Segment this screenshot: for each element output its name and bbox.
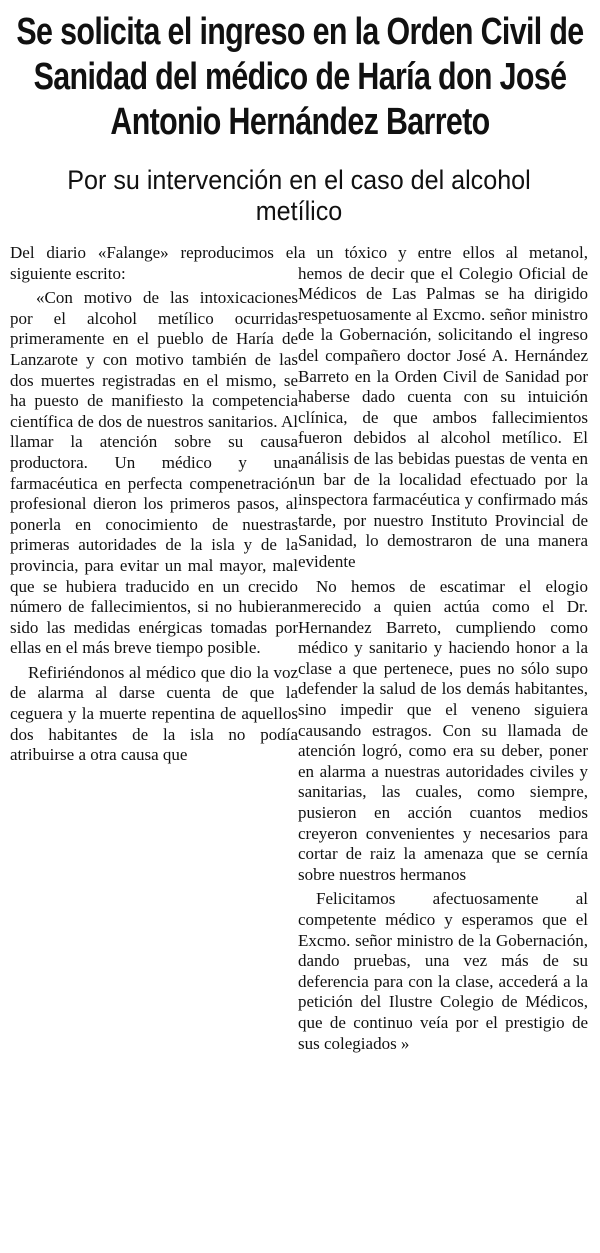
body-paragraph: Refiriéndonos al médico que dio la voz de alarma al darse cuenta de que la ceguera y la muerte repentina de aquellos dos habitantes de la isla no podía atribuirse a otra causa que — [10, 662, 298, 765]
body-paragraph: Felicitamos afectuosamente al competente médico y esperamos que el Excmo. señor ministro de la Gobernación, dando pruebas, una vez más de su deferencia para con la clase, accederá a la petición del Ilustre Colegio de Médicos, que de continuo veía por el prestigio de sus colegiados » — [298, 889, 588, 1053]
article-body — [10, 243, 588, 1054]
left-column — [10, 243, 298, 1054]
article-headline: Se solicita el ingreso en la Orden Civil de Sanidad del médico de Haría don José Antonio Hernández Barreto — [16, 11, 584, 143]
body-paragraph: «Con motivo de las intoxicaciones por el alcohol metílico ocurridas primeramente en el pueblo de Haría de Lanzarote y con motivo también de las dos muertes registradas en el mismo, se ha puesto de manifiesto la competencia científica de dos de nuestros sanitarios. Al llamar la atención sobre su causa productora. Un médico y una farmacéutica en perfecta compenetración profesional dieron los primeros pasos, al ponerla en conocimiento de nuestras primeras autoridades de la isla y de la provincia, para evitar un mal mayor, mal que se hubiera traducido en un crecido número de fallecimientos, si no hubieran sido las medidas enérgicas tomadas por ellas en el más breve tiempo posible. — [10, 288, 298, 658]
right-column — [298, 243, 588, 1054]
body-paragraph-continued: a un tóxico y entre ellos al metanol, hemos de decir que el Colegio Oficial de Médicos de Las Palmas se ha dirigido respetuosamente al Excmo. señor ministro de la Gobernación, solicitando el ingreso del compañero doctor José A. Hernández Barreto en la Orden Civil de Sanidad por haberse dado cuenta con su intuición clínica, de que ambos fallecimientos fueron debidos al alcohol metílico. El análisis de las bebidas puestas de venta en un bar de la localidad efectuado por la inspectora farmacéutica y confirmado más tarde, por nuestro Instituto Provincial de Sanidad, lo demostraron de una manera evidente — [298, 243, 588, 571]
body-paragraph: No hemos de escatimar el elogio merecido a quien actúa como el Dr. Hernandez Barreto, cumpliendo como médico y sanitario y haciendo honor a la clase a que pertenece, pues no sólo supo defender la salud de los demás habitantes, sino impedir que el veneno siguiera causando estragos. Con su llamada de atención logró, como era su deber, poner en alarma a nuestras autoridades civiles y sanitarias, las cuales, como siempre, pusieron en acción cuantos medios creyeron convenientes y necesarios para cortar de raiz la amenaza que se cernía sobre nuestros hermanos — [298, 576, 588, 884]
intro-paragraph: Del diario «Falange» reproducimos el siguiente escrito: — [10, 243, 298, 283]
article-subheadline: Por su intervención en el caso del alcohol metílico — [67, 165, 531, 226]
